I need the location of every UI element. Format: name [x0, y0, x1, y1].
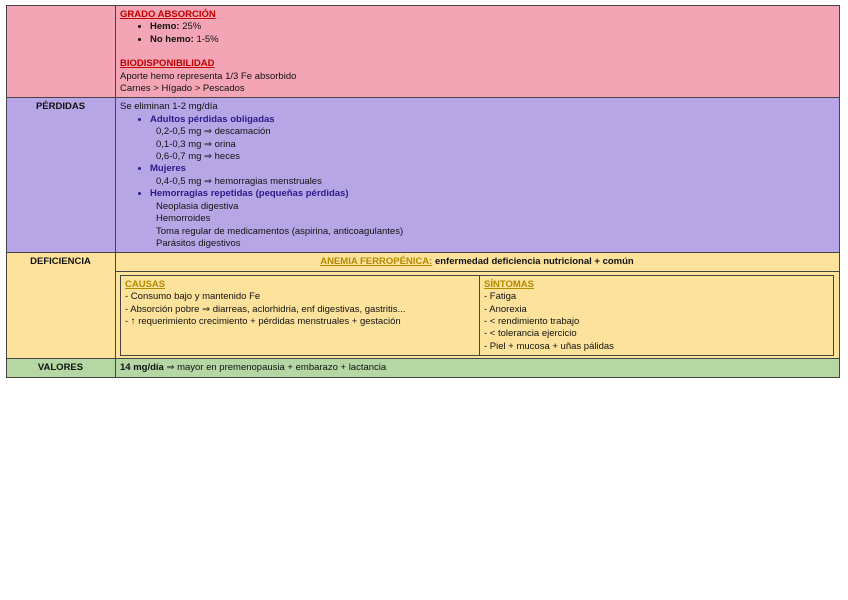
row-label-valores: VALORES: [7, 359, 116, 377]
causa-line: - Absorción pobre ⇒ diarreas, aclorhidria, enf digestivas, gastritis...: [125, 303, 406, 315]
nutrition-table: [6, 5, 840, 378]
causa-line: - Consumo bajo y mantenido Fe: [125, 291, 261, 303]
row-label-perdidas: PÉRDIDAS: [7, 98, 116, 253]
value: 1-5%: [193, 33, 219, 45]
causas-cell: [121, 275, 480, 355]
group-title: • Adultos pérdidas obligadas: [150, 114, 834, 126]
row-deficiencia-detail: [7, 271, 840, 358]
deficiencia-title-rest: enfermedad deficiencia nutricional + común: [432, 256, 634, 268]
perdidas-group-list: [120, 188, 834, 200]
perdidas-intro: Se eliminan 1-2 mg/día: [120, 101, 218, 113]
group-line: 0,1-0,3 mg ⇒ orina: [156, 138, 236, 150]
causas-sintomas-table: [120, 275, 834, 356]
bio-line: Aporte hemo representa 1/3 Fe absorbido: [120, 70, 297, 82]
sintoma-line: - Anorexia: [484, 303, 527, 315]
biodisponibilidad-heading: BIODISPONIBILIDAD: [120, 58, 215, 70]
sintoma-line: - Fatiga: [484, 291, 517, 303]
row-valores: [7, 359, 840, 377]
causas-heading: CAUSAS: [125, 278, 166, 290]
group-line: 0,6-0,7 mg ⇒ heces: [156, 151, 241, 163]
perdidas-group-list: [120, 163, 834, 175]
row-absorption: [7, 6, 840, 98]
group-line: 0,2-0,5 mg ⇒ descamación: [156, 126, 271, 138]
group-line: Toma regular de medicamentos (aspirina, anticoagulantes): [156, 225, 404, 237]
term: No hemo:: [150, 33, 194, 45]
absorption-cell: [116, 6, 840, 98]
sintomas-heading: SÍNTOMAS: [484, 278, 534, 290]
bio-line: Carnes > Hígado > Pescados: [120, 83, 245, 95]
grado-list: [120, 21, 834, 46]
group-line: Hemorroides: [156, 213, 211, 225]
anemia-ferropenica-heading: ANEMIA FERROPÉNICA:: [320, 256, 433, 268]
sintoma-line: - Piel + mucosa + uñas pálidas: [484, 340, 614, 352]
group-title: • Hemorragias repetidas (pequeñas pérdidas): [150, 188, 834, 200]
causa-line: - ↑ requerimiento crecimiento + pérdidas menstruales + gestación: [125, 315, 401, 327]
row-label-deficiencia: DEFICIENCIA: [7, 253, 116, 359]
perdidas-cell: [116, 98, 840, 253]
group-title: • Mujeres: [150, 163, 834, 175]
group-line: Parásitos digestivos: [156, 237, 241, 249]
sintoma-line: - < rendimiento trabajo: [484, 315, 580, 327]
row-label-empty: [7, 6, 116, 98]
valores-cell: [116, 359, 840, 377]
value: 25%: [179, 21, 202, 33]
sintoma-line: - < tolerancia ejercicio: [484, 328, 577, 340]
row-deficiencia-title: [7, 253, 840, 271]
term: Hemo:: [150, 21, 180, 33]
deficiencia-detail-cell: [116, 271, 840, 358]
row-perdidas: [7, 98, 840, 253]
group-line: Neoplasia digestiva: [156, 200, 239, 212]
sintomas-cell: [480, 275, 834, 355]
valores-rest: ⇒ mayor en premenopausia + embarazo + lactancia: [163, 362, 387, 374]
list-item: [150, 21, 834, 33]
grado-absorcion-heading: GRADO ABSORCIÓN: [120, 9, 216, 20]
list-item: [150, 34, 834, 46]
valores-amount: 14 mg/día: [120, 362, 164, 374]
perdidas-group-list: [120, 114, 834, 126]
group-line: 0,4-0,5 mg ⇒ hemorragias menstruales: [156, 175, 322, 187]
deficiencia-title-cell: [116, 253, 840, 271]
